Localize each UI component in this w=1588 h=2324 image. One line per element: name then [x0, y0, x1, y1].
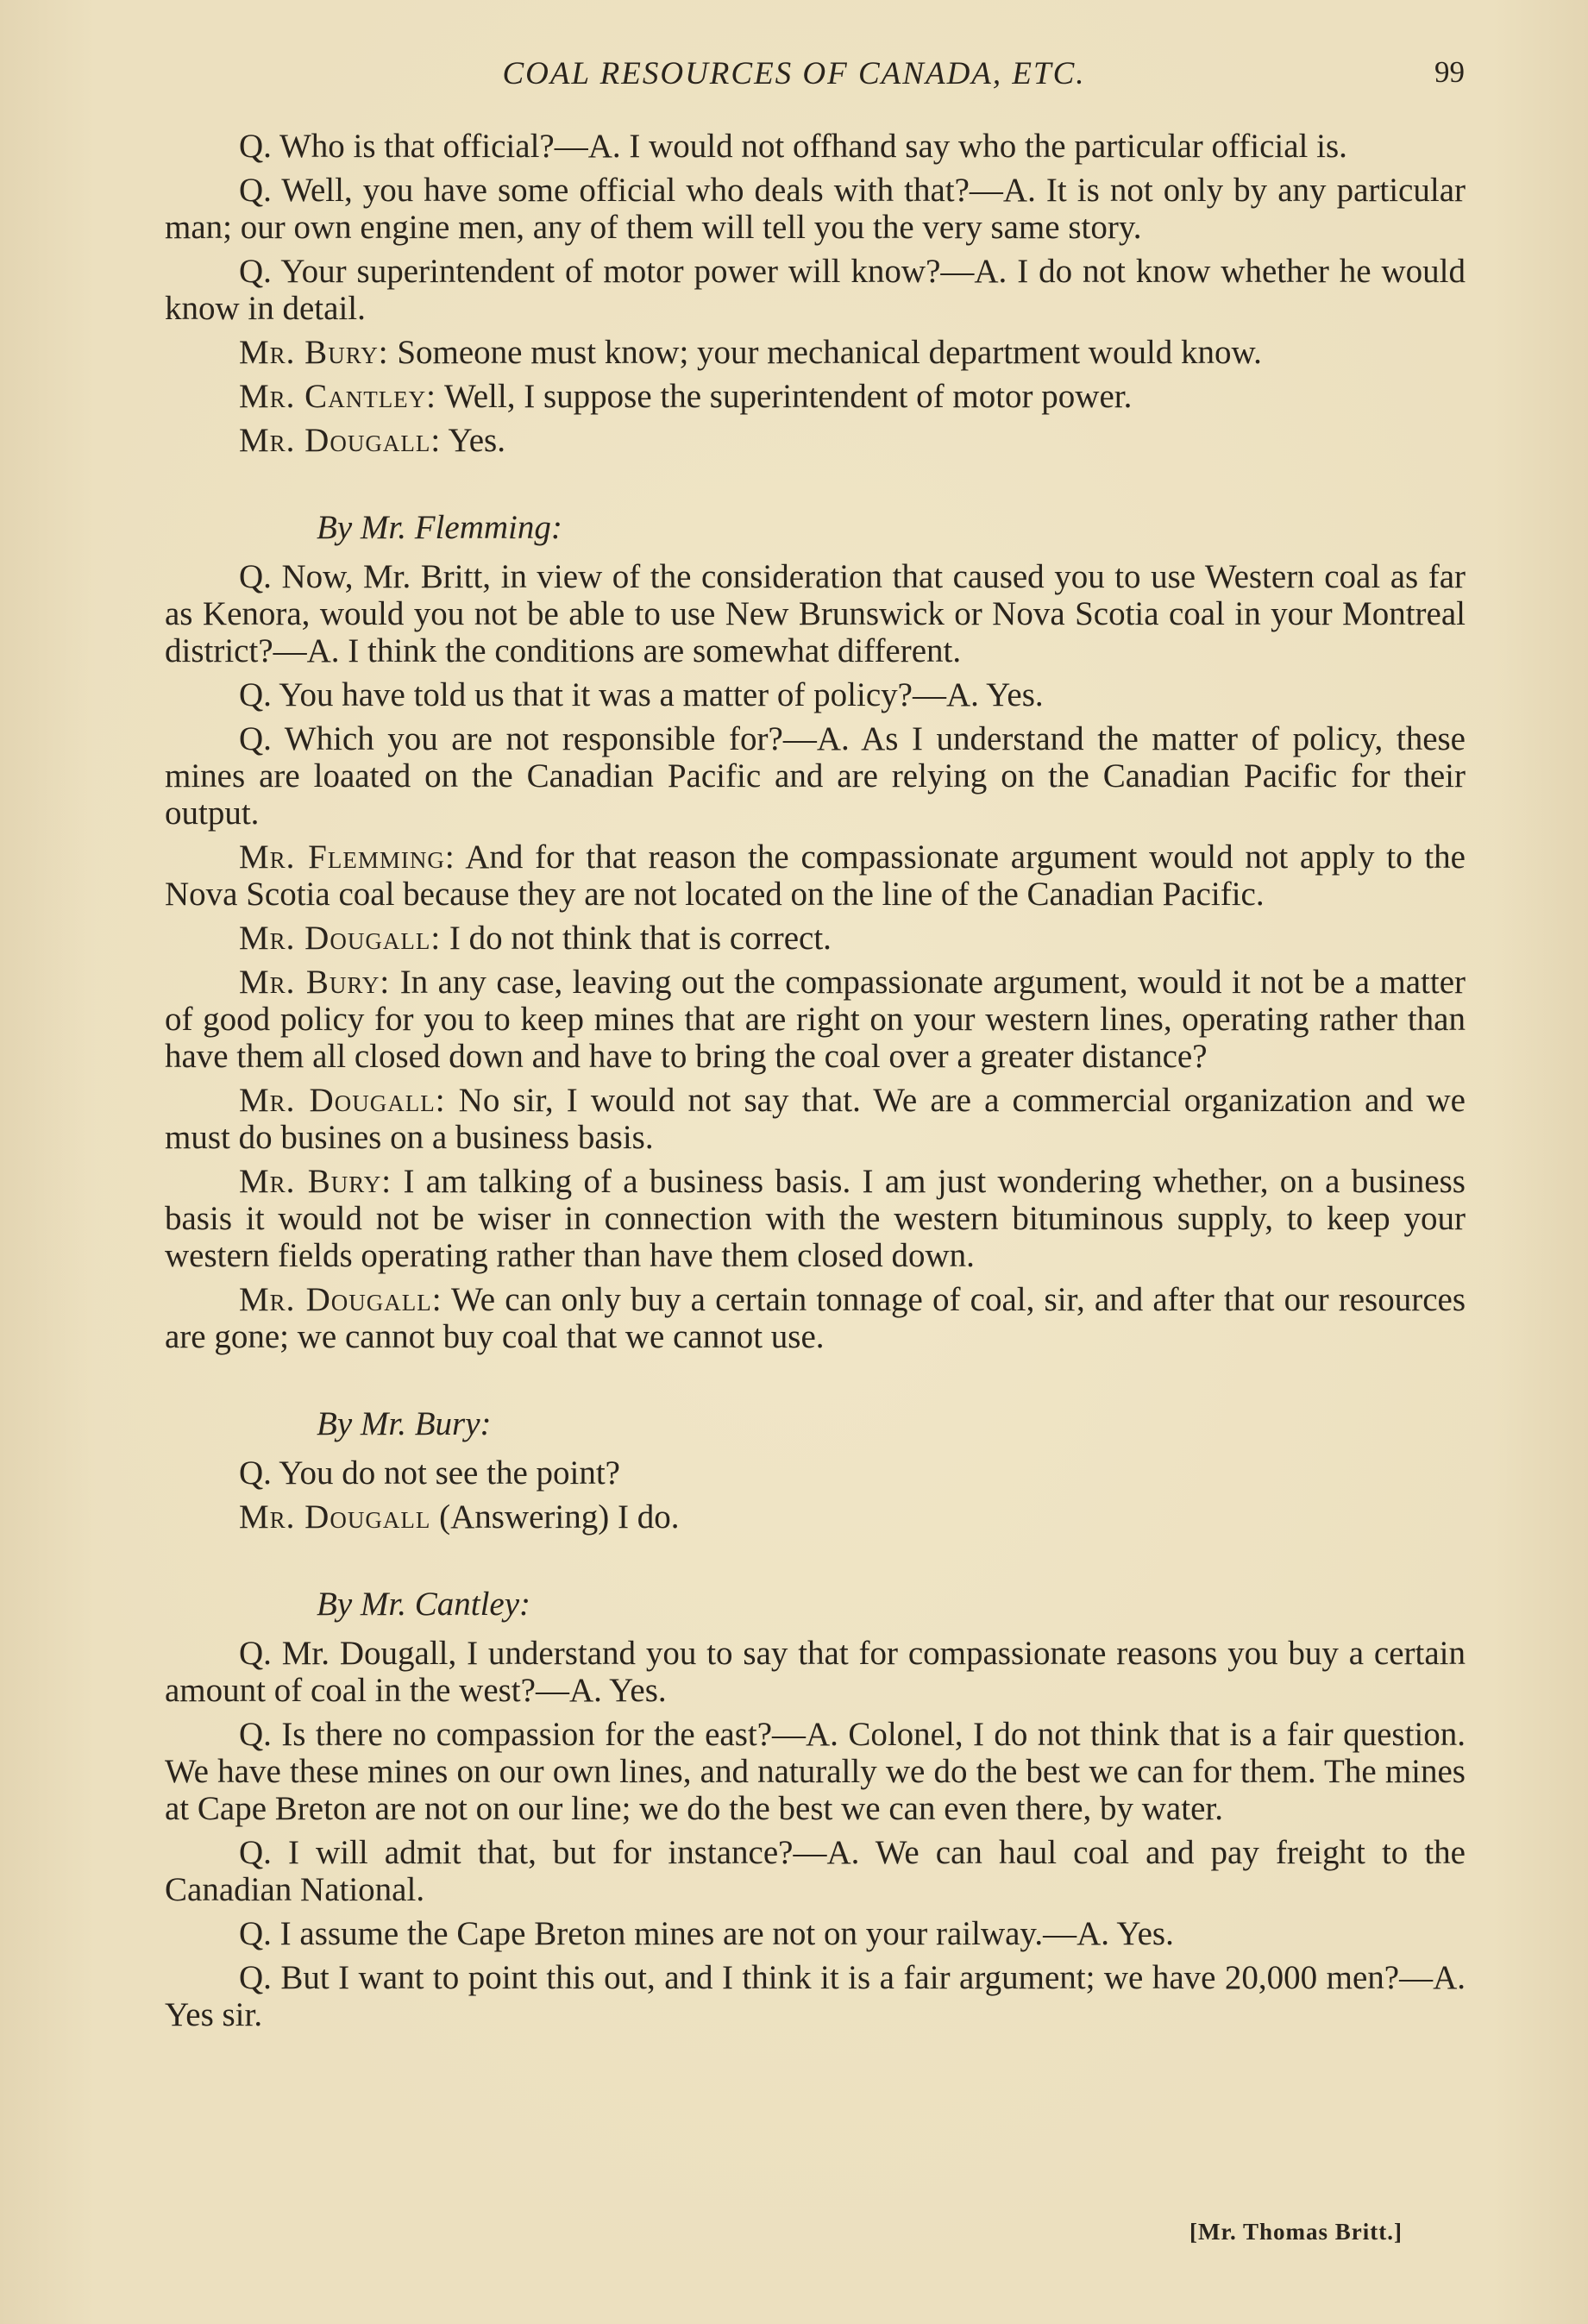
paragraph	[165, 128, 1466, 165]
speaker-name: Mr. Bury:	[239, 334, 389, 371]
paragraph-text: Q. Is there no compassion for the east?—A. Colonel, I do not think that is a fair question. We have these mines on our own lines, and naturally we do the best we can for them. The mines at Cape Breton are not on our line; we do the best we can even there, by water.	[165, 1716, 1466, 1827]
paragraph-text: Q. Now, Mr. Britt, in view of the consideration that caused you to use Western coal as far as Kenora, would you not be able to use New Brunswick or Nova Scotia coal in your Montreal district?—A. I think the conditions are somewhat different.	[165, 558, 1466, 669]
speaker-name: Mr. Dougall	[239, 1498, 431, 1536]
paragraph	[165, 334, 1466, 371]
section-by-line: By Mr. Bury:	[317, 1405, 492, 1442]
speaker-name: Mr. Dougall:	[239, 1281, 443, 1318]
witness-note: [Mr. Thomas Britt.]	[1189, 2219, 1403, 2245]
paragraph-text: No sir, I would not say that. We are a commercial organization and we must do busines on a business basis.	[165, 1082, 1466, 1156]
paragraph-text: Q. Mr. Dougall, I understand you to say that for compassionate reasons you buy a certain amount of coal in the west?—A. Yes.	[165, 1635, 1466, 1709]
paragraph-text: I do not think that is correct.	[441, 920, 832, 957]
paragraph	[165, 920, 1466, 957]
paragraph-text: Yes.	[441, 422, 505, 459]
paragraph-text: Q. Which you are not responsible for?—A. As I understand the matter of policy, these mines are loaated on the Canadian Pacific and are relying on the Canadian Pacific for their output.	[165, 720, 1466, 832]
paragraph-text: Q. Your superintendent of motor power will know?—A. I do not know whether he would know in detail.	[165, 253, 1466, 327]
speaker-name: Mr. Flemming:	[239, 839, 455, 876]
paragraph	[165, 422, 1466, 459]
paragraph-text: I am talking of a business basis. I am just wondering whether, on a business basis it would not be wiser in connection with the western bituminous supply, to keep your western fields operating rather than have them closed down.	[165, 1163, 1466, 1274]
body-text	[165, 128, 1466, 2040]
paragraph-text: Q. But I want to point this out, and I think it is a fair argument; we have 20,000 men?—A. Yes sir.	[165, 1959, 1466, 2033]
paragraph	[165, 172, 1466, 246]
speaker-name: Mr. Bury:	[239, 1163, 392, 1200]
paragraph	[165, 1498, 1466, 1536]
paragraph	[165, 1635, 1466, 1709]
paragraph-text: Q. You do not see the point?	[239, 1454, 620, 1492]
paragraph-text: Q. I assume the Cape Breton mines are not on your railway.—A. Yes.	[239, 1915, 1174, 1952]
paragraph	[165, 378, 1466, 415]
paragraph	[165, 558, 1466, 669]
paragraph	[165, 1834, 1466, 1908]
paragraph	[165, 1454, 1466, 1492]
paragraph	[165, 839, 1466, 913]
speaker-name: Mr. Cantley:	[239, 378, 437, 415]
section-by-line: By Mr. Cantley:	[317, 1586, 531, 1623]
paragraph-text: We can only buy a certain tonnage of coal, sir, and after that our resources are gone; we cannot buy coal that we cannot use.	[165, 1281, 1466, 1355]
paragraph-text: Q. I will admit that, but for instance?—A. We can haul coal and pay freight to the Canadian National.	[165, 1834, 1466, 1908]
paragraph	[165, 1163, 1466, 1274]
paragraph	[165, 1716, 1466, 1827]
paragraph	[165, 1959, 1466, 2033]
paragraph	[165, 253, 1466, 327]
page-header	[0, 55, 1588, 107]
speaker-name: Mr. Bury:	[239, 964, 391, 1001]
paragraph	[165, 1281, 1466, 1355]
paragraph-text: And for that reason the compassionate argument would not apply to the Nova Scotia coal because they are not located on the line of the Canadian Pacific.	[165, 839, 1466, 913]
speaker-name: Mr. Dougall:	[239, 1082, 446, 1119]
paragraph	[165, 720, 1466, 832]
paragraph	[165, 676, 1466, 713]
paragraph	[165, 964, 1466, 1075]
paragraph-text: Q. Who is that official?—A. I would not offhand say who the particular official is.	[239, 128, 1347, 165]
page-number: 99	[1434, 55, 1465, 89]
paragraph-text: Q. You have told us that it was a matter of policy?—A. Yes.	[239, 676, 1044, 713]
paragraph-text: Well, I suppose the superintendent of motor power.	[436, 378, 1133, 415]
paragraph-text: Q. Well, you have some official who deals with that?—A. It is not only by any particular man; our own engine men, any of them will tell you the very same story.	[165, 172, 1466, 246]
paragraph-text: Someone must know; your mechanical department would know.	[388, 334, 1262, 371]
paragraph	[165, 1082, 1466, 1156]
paragraph-text: In any case, leaving out the compassionate argument, would it not be a matter of good policy for you to keep mines that are right on your western lines, operating rather than have them all closed down and have to bring the coal over a greater distance?	[165, 964, 1466, 1075]
section-by-line: By Mr. Flemming:	[317, 509, 562, 546]
speaker-name: Mr. Dougall:	[239, 920, 442, 957]
speaker-name: Mr. Dougall:	[239, 422, 442, 459]
paragraph	[165, 1915, 1466, 1952]
running-head: COAL RESOURCES OF CANADA, ETC.	[502, 56, 1086, 91]
paragraph-text: (Answering) I do.	[430, 1498, 680, 1536]
